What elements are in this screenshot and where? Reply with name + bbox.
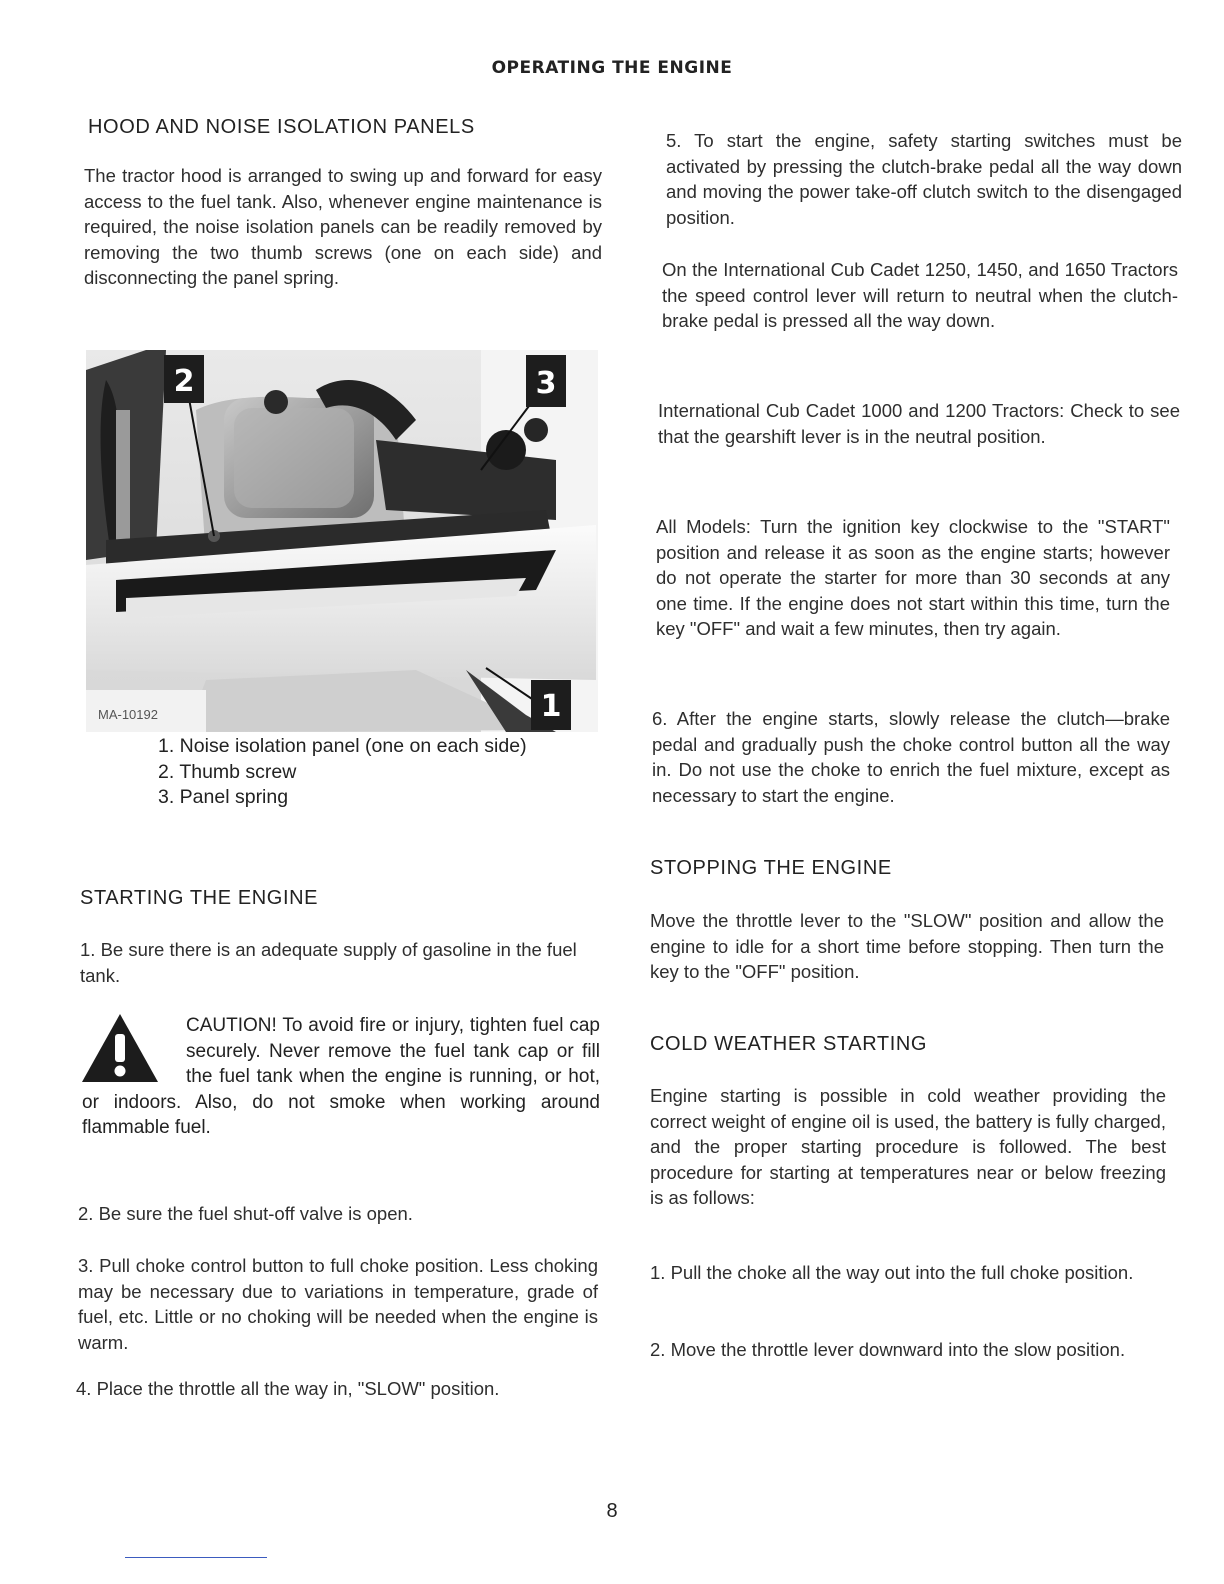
caution-paragraph [82,1013,600,1141]
starting-step-3: 3. Pull choke control button to full choke position. Less choking may be necessary due to variations in temperature, grade of fuel, etc. Little or no choking will be needed when the engine is warm. [78,1255,598,1353]
models-1250-paragraph: On the International Cub Cadet 1250, 1450, and 1650 Tractors the speed control lever will return to neutral when the clutch-brake pedal is pressed all the way down. [662,259,1178,331]
caption-item: 2. Thumb screw [158,760,297,783]
figure-id-label: MA-10192 [98,707,158,722]
hood-heading: HOOD AND NOISE ISOLATION PANELS [88,116,475,138]
cold-weather-paragraph: Engine starting is possible in cold weather providing the correct weight of engine oil is used, the battery is fully charged, and the proper starting procedure is followed. The best procedure for starting at temperatures near or below freezing is as follows: [650,1085,1166,1208]
stopping-heading: STOPPING THE ENGINE [650,857,892,879]
starting-step-4: 4. Place the throttle all the way in, "SLOW" position. [76,1378,500,1399]
cold-step-1: 1. Pull the choke all the way out into the full choke position. [650,1262,1134,1283]
footer-underline [125,1557,267,1558]
photo-illustration [86,350,598,732]
starting-step-6: 6. After the engine starts, slowly release the clutch—brake pedal and gradually push the choke control button all the way in. Do not use the choke to enrich the fuel mixture, except as necessary to start the engine. [652,708,1170,806]
caption-item: 1. Noise isolation panel (one on each side) [158,735,527,757]
hood-paragraph: The tractor hood is arranged to swing up and forward for easy access to the fuel tank. Also, whenever engine maintenance is required, the noise isolation panels can be readily removed by removing the two thumb screws (one on each side) and disconnecting the panel spring. [84,165,602,288]
cold-weather-heading: COLD WEATHER STARTING [650,1033,928,1055]
starting-heading: STARTING THE ENGINE [80,887,319,909]
page-title: OPERATING THE ENGINE [491,58,733,78]
starting-step-1: 1. Be sure there is an adequate supply of gasoline in the fuel tank. [80,939,577,986]
callout-number-1: 1 [540,689,562,724]
page-number: 8 [606,1500,618,1522]
starting-step-2: 2. Be sure the fuel shut-off valve is open. [78,1203,413,1224]
cold-step-2: 2. Move the throttle lever downward into the slow position. [650,1339,1126,1360]
caption-item: 3. Panel spring [158,786,289,808]
figure-caption-list [158,734,558,811]
callout-number-3: 3 [535,366,557,401]
all-models-paragraph: All Models: Turn the ignition key clockwise to the "START" position and release it as soon as the engine starts; however do not operate the starter for more than 30 seconds at any one time. If the engine does not start within this time, turn the key "OFF" and wait a few minutes, then try again. [656,516,1170,639]
tractor-hood-photo [86,350,598,732]
stopping-paragraph: Move the throttle lever to the "SLOW" position and allow the engine to idle for a short time before stopping. Then turn the key to the "OFF" position. [650,910,1164,982]
starting-step-5: 5. To start the engine, safety starting switches must be activated by pressing the clutch-brake pedal all the way down and moving the power take-off clutch switch to the disengaged position. [666,130,1182,228]
models-1000-paragraph: International Cub Cadet 1000 and 1200 Tractors: Check to see that the gearshift lever is in the neutral position. [658,400,1180,447]
callout-number-2: 2 [173,364,195,399]
caution-text: CAUTION! To avoid fire or injury, tighten fuel cap securely. Never remove the fuel tank cap or fill the fuel tank when the engine is running, or hot, or indoors. Also, do not smoke when working around flammable fuel. [82,1015,600,1138]
